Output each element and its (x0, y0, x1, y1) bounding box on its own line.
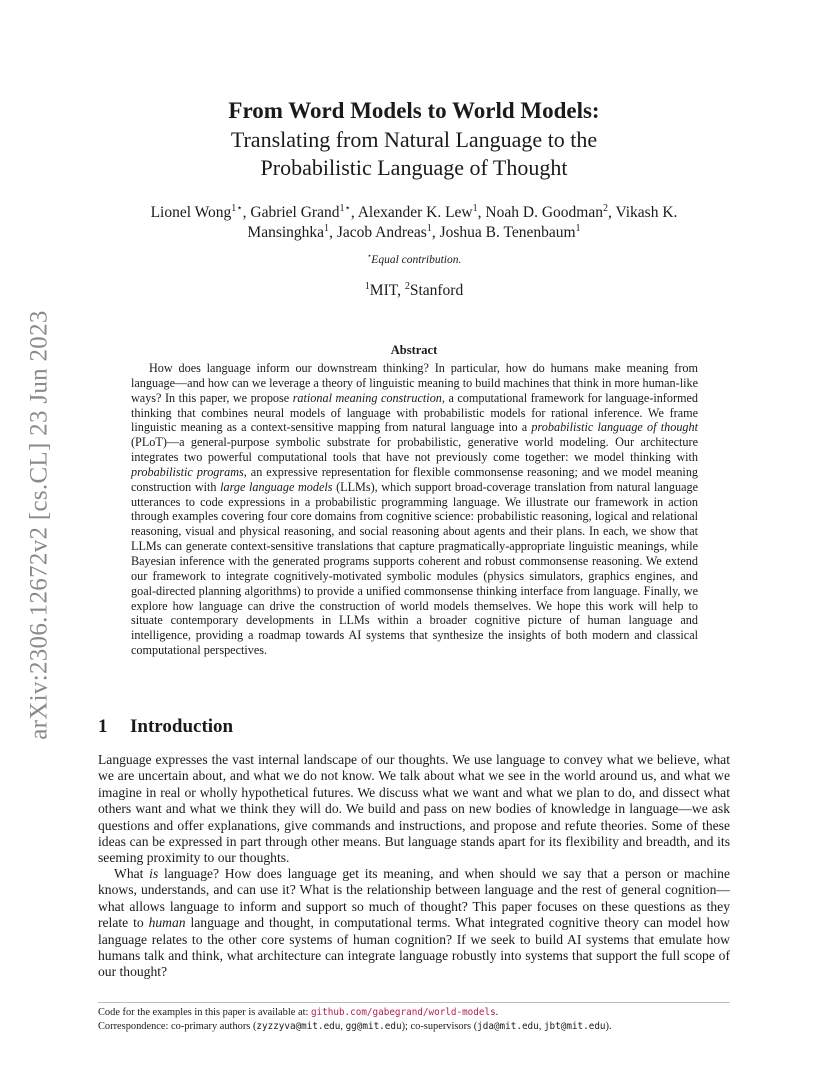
intro-emphasis: is (149, 866, 159, 881)
arxiv-identifier: arXiv:2306.12672v2 [cs.CL] 23 Jun 2023 (26, 310, 54, 740)
abstract-text: (PLoT)—a general-purpose symbolic substrate for probabilistic, generative world modeling. Our architecture integrates two powerful computational tools that have not previously come together: we model thinking with (131, 435, 698, 465)
correspondence-cosupervisors-label: ); co-supervisors ( (401, 1020, 478, 1032)
author (337, 224, 432, 241)
equal-contribution-text: Equal contribution. (371, 254, 462, 266)
intro-paragraph-1 (98, 752, 730, 867)
section-title: Introduction (130, 716, 234, 737)
author-name: Joshua B. Tenenbaum (439, 224, 576, 241)
correspondence-prefix: Correspondence: co-primary authors ( (98, 1020, 257, 1032)
affiliation-name: MIT (369, 282, 398, 299)
footnote-code (98, 1006, 738, 1020)
abstract-emphasis: probabilistic language of thought (531, 420, 698, 435)
arxiv-identifier-stamp (20, 290, 60, 760)
intro-emphasis: human (148, 915, 186, 931)
abstract-text: , a computational framework for language-informed thinking that combines neural models of language with probabilistic models for rational inference. We frame linguistic meaning as a context-sensitive mapping from natural language into a (131, 390, 698, 435)
intro-text: What (114, 866, 150, 881)
email-gg[interactable]: gg@mit.edu (345, 1020, 402, 1032)
intro-text: language? How does language get its meaning, and when should we say that a person or machine knows, understands, and can use it? What is the relationship between language and the rest of general cognition—what allows language to inform and support so much of thought? This paper focuses on these questions as they relate to (98, 866, 730, 931)
author-name: Alexander K. Lew (357, 204, 473, 221)
author (151, 204, 243, 221)
affiliation-list: $^1$MIT, $^2$Stanford (364, 280, 464, 299)
paper-subtitle-line-2: Probabilistic Language of Thought (260, 155, 568, 180)
email-jda[interactable]: jda@mit.edu (477, 1020, 539, 1032)
intro-paragraph-2 (98, 866, 730, 981)
section-number: 1 (98, 716, 108, 737)
author (485, 204, 608, 221)
email-zyzzyva[interactable]: zyzzyva@mit.edu (256, 1020, 341, 1032)
paper-title: From Word Models to World Models: (228, 98, 600, 123)
abstract-text: (LLMs), which support broad-coverage translation from natural language utterances to code expressions in a probabilistic programming language. We illustrate our framework in action through examples covering four core domains from cognitive science: probabilistic reasoning, logical and relational reasoning, visual and physical reasoning, and social reasoning about agents and their plans. In each, we show that LLMs can generate context-sensitive translations that capture pragmatically-appropriate linguistic meanings, while Bayesian inference with the generated programs supports coherent and robust commonsense reasoning. We extend our framework to integrate cognitively-motivated symbolic modules (physics simulators, graphics engines, and goal-directed planning algorithms) to provide a unified commonsense thinking interface from language. Finally, we explore how language can drive the construction of world models themselves. We hope this work will help to situate contemporary developments in LLMs within a broader cognitive picture of human language and intelligence, providing a roadmap towards AI systems that synthesize the insights of both modern and classical computational perspectives. (131, 479, 698, 658)
abstract-emphasis: rational meaning construction (292, 390, 442, 405)
affiliation-name: Stanford (409, 282, 464, 299)
correspondence-suffix: ). (605, 1020, 612, 1032)
author-affiliation-marker: 1 (575, 222, 581, 234)
email-jbt[interactable]: jbt@mit.edu (543, 1020, 606, 1032)
author-name: Gabriel Grand (250, 204, 340, 221)
affiliation-marker: 2 (404, 280, 410, 292)
affiliation-marker: 1 (364, 280, 370, 292)
equal-contribution-note (98, 251, 730, 266)
author-name: Lionel Wong (150, 204, 232, 221)
footnote-code-suffix: . (495, 1007, 499, 1018)
equal-contribution-marker: ⋆ (366, 251, 372, 261)
author-affiliation-marker: 1⋆ (339, 202, 351, 214)
footnotes (98, 1006, 738, 1033)
correspondence-separator: , (538, 1020, 544, 1032)
title-block (98, 96, 730, 182)
abstract-emphasis: large language models (220, 479, 333, 494)
author-name: Jacob Andreas (336, 224, 427, 241)
intro-text: language and thought, in computational terms. What integrated cognitive theory can model how language relates to the other core systems of human cognition? If we seek to build AI systems that emulate how humans talk and think, what architecture can integrate language robustly into systems that support the full scope of our thought? (98, 915, 730, 980)
abstract-text (131, 361, 698, 658)
author (250, 204, 350, 221)
author (358, 204, 478, 221)
footnote-divider (98, 1002, 730, 1003)
author-name: Vikash K. Mansinghka (247, 204, 678, 241)
correspondence-separator: , (340, 1020, 346, 1032)
footnote-code-prefix: Code for the examples in this paper is available at: (98, 1007, 311, 1018)
author-affiliation-marker: 1⋆ (231, 202, 243, 214)
author-affiliation-marker: 1 (324, 222, 330, 234)
author-affiliation-marker: 2 (602, 202, 608, 214)
abstract-heading: Abstract (390, 343, 438, 357)
author-affiliation-marker: 1 (472, 202, 478, 214)
author-affiliation-marker: 1 (426, 222, 432, 234)
code-repository-link[interactable]: github.com/gabegrand/world-models (310, 1007, 496, 1018)
author-name: Noah D. Goodman (485, 204, 603, 221)
abstract-emphasis: probabilistic programs (131, 464, 244, 479)
paper-subtitle-line-1: Translating from Natural Language to the (230, 127, 598, 152)
footnote-correspondence (98, 1020, 738, 1034)
author (440, 224, 581, 241)
intro-text: Language expresses the vast internal landscape of our thoughts. We use language to convey what we believe, what we are uncertain about, and what we do not know. We talk about what we see in the world around us, and what we imagine in real or wholly hypothetical futures. We discuss what we want and what we plan to do, and dissect what others want and what we think they will do. We build and pass on new bodies of knowledge in language—we ask questions and offer explanations, give commands and instructions, and propose and refute theories. Some of these ideas can be expressed in part through other means. But language stands apart for its flexibility and breadth, and its seeming proximity to our thoughts. (98, 752, 730, 866)
abstract-text: How does language inform our downstream thinking? In particular, how do humans make meaning from language—and how can we leverage a theory of linguistic meaning to build machines that think in more human-like ways? In this paper, we propose (131, 361, 698, 405)
section-heading-introduction (98, 716, 233, 738)
author-list: Lionel Wong$^{1⋆}$, Gabriel Grand$^{1⋆}$, Alexander K. Lew$^1$, Noah D. Goodman$^2$, Vikash K. Mansinghka$^1$, Jacob Andreas$^1$, Joshua B. Tenenbaum$^1$ (150, 202, 678, 241)
abstract-text: , an expressive representation for flexible commonsense reasoning; and we model meaning construction with (131, 464, 699, 494)
